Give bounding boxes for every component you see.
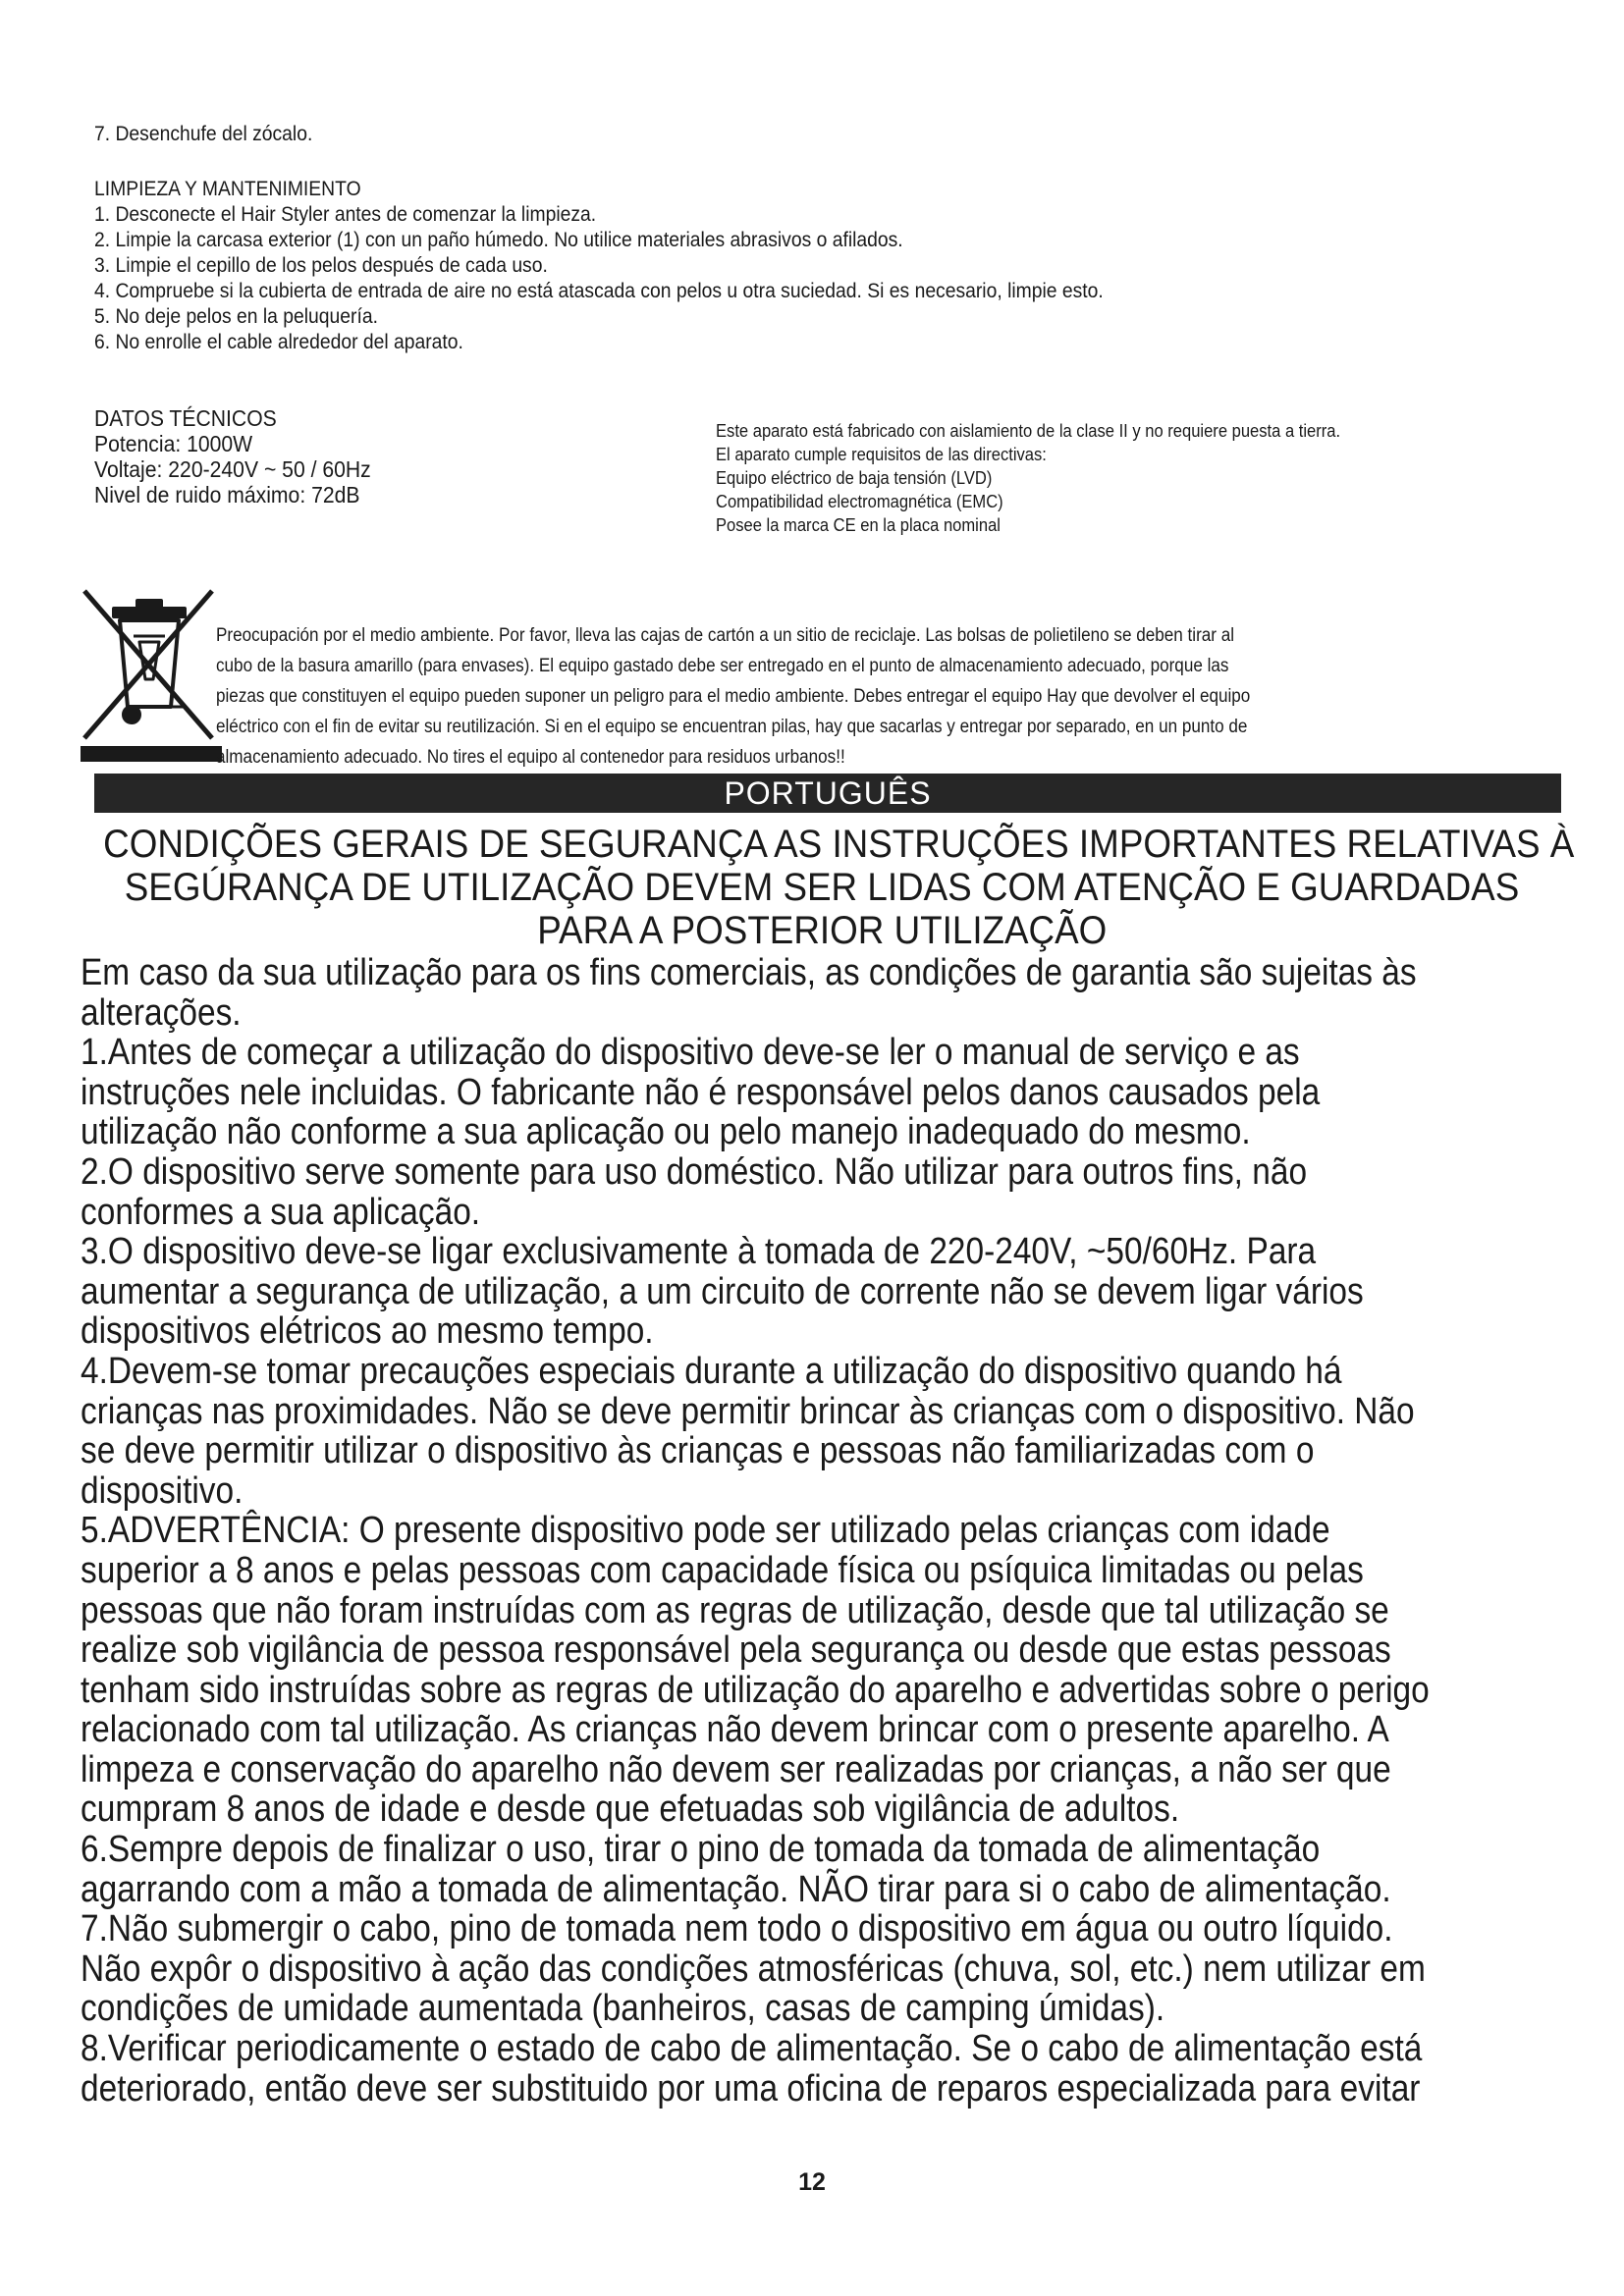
ce-line: Este aparato está fabricado con aislamiento de la clase II y no requiere puesta a tierra. — [716, 421, 1341, 441]
cleaning-item: 2. Limpie la carcasa exterior (1) con un paño húmedo. No utilice materiales abrasivos o afilados. — [94, 229, 903, 251]
cleaning-item: 4. Compruebe si la cubierta de entrada de aire no está atascada con pelos u otra suciedad. Si es necesario, limpie esto. — [94, 280, 1104, 302]
spanish-step-7: 7. Desenchufe del zócalo. — [94, 123, 313, 145]
title-line: CONDIÇÕES GERAIS DE SEGURANÇA AS INSTRUÇÕES IMPORTANTES RELATIVAS À — [103, 823, 1575, 866]
cleaning-item: 6. No enrolle el cable alrededor del aparato. — [94, 331, 463, 353]
title-line: SEGÚRANÇA DE UTILIZAÇÃO DEVEM SER LIDAS COM ATENÇÃO E GUARDADAS — [124, 866, 1520, 909]
body-line: 5.ADVERTÊNCIA: O presente dispositivo pode ser utilizado pelas crianças com idade — [81, 1510, 1330, 1552]
body-line: 4.Devem-se tomar precauções especiais durante a utilização do dispositivo quando há — [81, 1350, 1342, 1392]
cleaning-item: 3. Limpie el cepillo de los pelos después de cada uso. — [94, 254, 548, 277]
tech-noise: Nivel de ruido máximo: 72dB — [94, 482, 360, 507]
tech-power: Potencia: 1000W — [94, 431, 253, 456]
body-line: 8.Verificar periodicamente o estado de cabo de alimentação. Se o cabo de alimentação está — [81, 2028, 1423, 2070]
body-line: aumentar a segurança de utilização, a um circuito de corrente não se devem ligar vários — [81, 1270, 1364, 1312]
cleaning-item: 5. No deje pelos en la peluquería. — [94, 305, 378, 328]
body-line: realize sob vigilância de pessoa responsável pela segurança ou desde que estas pessoas — [81, 1629, 1391, 1672]
body-line: 1.Antes de começar a utilização do dispositivo deve-se ler o manual de serviço e as — [81, 1032, 1300, 1074]
ce-line: El aparato cumple requisitos de las directivas: — [716, 445, 1047, 464]
body-line: 3.O dispositivo deve-se ligar exclusivamente à tomada de 220-240V, ~50/60Hz. Para — [81, 1231, 1317, 1273]
body-line: relacionado com tal utilização. As crianças não devem brincar com o presente aparelho. A — [81, 1709, 1389, 1751]
tech-voltage: Voltaje: 220-240V ~ 50 / 60Hz — [94, 456, 371, 482]
body-line: limpeza e conservação do aparelho não devem ser realizadas por crianças, a não ser que — [81, 1748, 1391, 1790]
body-line: Não expôr o dispositivo à ação das condições atmosféricas (chuva, sol, etc.) nem utilizar em — [81, 1948, 1426, 1990]
body-line: dispositivo. — [81, 1469, 244, 1512]
ce-line: Equipo eléctrico de baja tensión (LVD) — [716, 468, 993, 488]
cleaning-heading: LIMPIEZA Y MANTENIMIENTO — [94, 178, 361, 200]
body-line: dispositivos elétricos ao mesmo tempo. — [81, 1310, 654, 1353]
technical-data — [94, 405, 371, 507]
ce-line: Compatibilidad electromagnética (EMC) — [716, 492, 1003, 511]
weee-line: piezas que constituyen el equipo pueden suponer un peligro para el medio ambiente. Debes entregar el equipo Hay que devolver el equipo — [216, 686, 1251, 707]
body-line: instruções nele incluidas. O fabricante não é responsável pelos danos causados pela — [81, 1071, 1321, 1113]
body-line: crianças nas proximidades. Não se deve permitir brincar às crianças com o dispositivo. Não — [81, 1390, 1415, 1432]
language-section-header: PORTUGUÊS — [94, 774, 1561, 813]
body-line: alterações. — [81, 991, 242, 1034]
body-line: Em caso da sua utilização para os fins comerciais, as condições de garantia são sujeitas às — [81, 952, 1417, 993]
cleaning-item: 1. Desconecte el Hair Styler antes de comenzar la limpieza. — [94, 203, 597, 226]
body-line: 6.Sempre depois de finalizar o uso, tirar o pino de tomada da tomada de alimentação — [81, 1829, 1321, 1871]
body-line: cumpram 8 anos de idade e desde que efetuadas sob vigilância de adultos. — [81, 1789, 1180, 1831]
safety-instructions — [81, 953, 1613, 2109]
body-line: pessoas que não foram instruídas com as regras de utilização, desde que tal utilização se — [81, 1589, 1389, 1631]
body-line: utilização não conforme a sua aplicação ou pelo manejo inadequado do mesmo. — [81, 1111, 1251, 1153]
body-line: condições de umidade aumentada (banheiros, casas de camping úmidas). — [81, 1988, 1165, 2030]
weee-line: Preocupación por el medio ambiente. Por favor, lleva las cajas de cartón a un sitio de reciclaje. Las bolsas de polietileno se deben tirar al — [216, 625, 1235, 646]
weee-line: eléctrico con el fin de evitar su reutilización. Si en el equipo se encuentran pilas, hay que sacarlas y entregar por separado, en un punto de — [216, 717, 1248, 737]
body-line: agarrando com a mão a tomada de alimentação. NÃO tirar para si o cabo de alimentação. — [81, 1868, 1391, 1910]
ce-compliance-notes — [716, 419, 1340, 537]
title-line: PARA A POSTERIOR UTILIZAÇÃO — [536, 909, 1108, 952]
weee-line: cubo de la basura amarillo (para envases). El equipo gastado debe ser entregado en el punto de almacenamiento adecuado, porque las — [216, 656, 1229, 676]
crossed-out-wheelie-bin-icon — [75, 581, 222, 764]
body-line: 7.Não submergir o cabo, pino de tomada nem todo o dispositivo em água ou outro líquido. — [81, 1908, 1393, 1950]
body-line: superior a 8 anos e pelas pessoas com capacidade física ou psíquica limitadas ou pelas — [81, 1549, 1364, 1591]
body-line: tenham sido instruídas sobre as regras de utilização do aparelho e advertidas sobre o perigo — [81, 1669, 1430, 1711]
safety-title — [39, 823, 1604, 952]
page-number: 12 — [798, 2168, 826, 2196]
ce-line: Posee la marca CE en la placa nominal — [716, 515, 1001, 535]
weee-line: almacenamiento adecuado. No tires el equipo al contenedor para residuos urbanos!! — [216, 747, 845, 768]
body-line: conformes a sua aplicação. — [81, 1191, 481, 1233]
body-line: se deve permitir utilizar o dispositivo às crianças e pessoas não familiarizadas com o — [81, 1430, 1315, 1472]
body-line: 2.O dispositivo serve somente para uso doméstico. Não utilizar para outros fins, não — [81, 1150, 1308, 1193]
body-line: deteriorado, então deve ser substituido por uma oficina de reparos especializada para evitar — [81, 2067, 1421, 2109]
tech-heading: DATOS TÉCNICOS — [94, 405, 277, 431]
environment-notice — [216, 620, 1250, 773]
